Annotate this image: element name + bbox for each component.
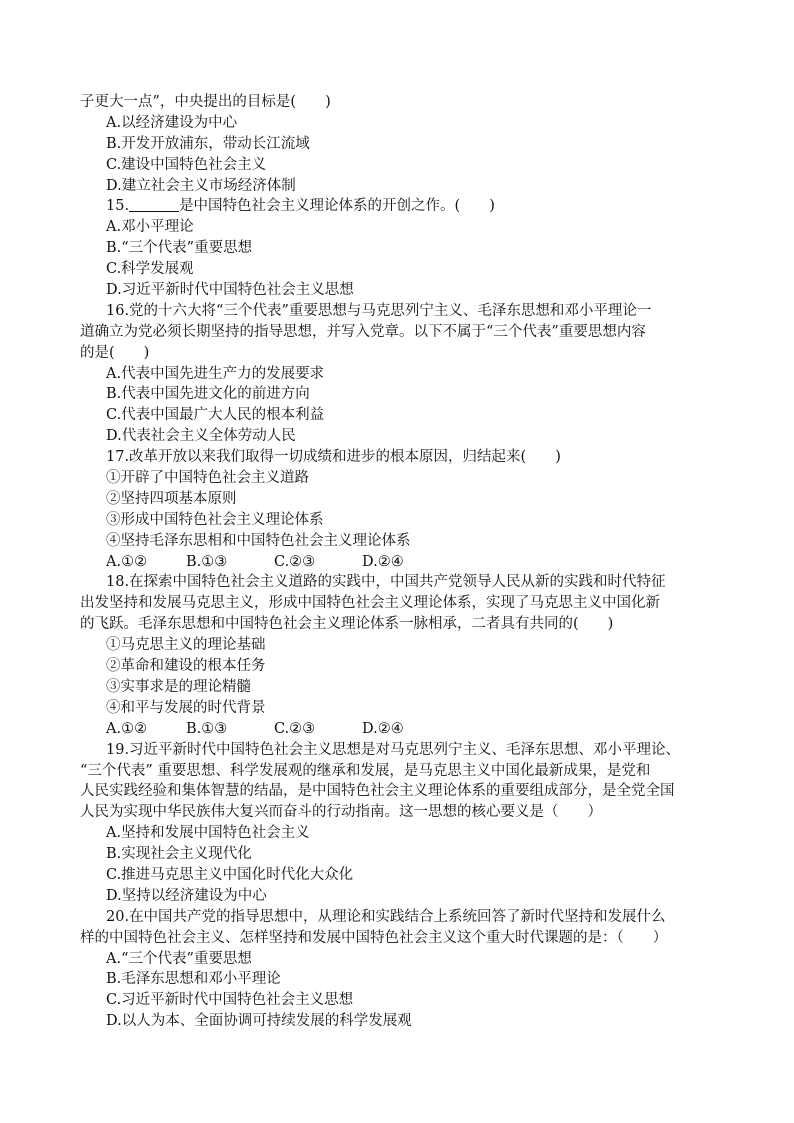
q15-stem-text: 是中国特色社会主义理论体系的开创之作。( ) bbox=[179, 198, 495, 215]
q18-item-4: ④和平与发展的时代背景 bbox=[106, 699, 266, 716]
q14-stem: 子更大一点”，中央提出的目标是( ) bbox=[80, 94, 331, 110]
q17-item-3: ③形成中国特色社会主义理论体系 bbox=[106, 511, 324, 528]
q18-stem-line-2: 出发坚持和发展马克思主义，形成中国特色社会主义理论体系，实现了马克思主义中国化新 bbox=[80, 595, 660, 612]
q16-stem-line-2: 道确立为党必须长期坚持的指导思想，并写入党章。以下不属于“三个代表”重要思想内容 bbox=[80, 323, 646, 340]
q16-option-b: B.代表中国先进文化的前进方向 bbox=[106, 386, 310, 403]
q14-option-b: B.开发开放浦东，带动长江流域 bbox=[106, 135, 310, 152]
q17-item-1: ①开辟了中国特色社会主义道路 bbox=[106, 470, 309, 487]
q18-choice-d: D.②④ bbox=[362, 720, 404, 737]
q20-stem-line-2: 样的中国特色社会主义、怎样坚持和发展中国特色社会主义这个重大时代课题的是：（ ） bbox=[80, 929, 668, 946]
q15-option-a: A.邓小平理论 bbox=[106, 219, 194, 236]
q18-choices bbox=[80, 719, 720, 740]
q20-option-b: B.毛泽东思想和邓小平理论 bbox=[106, 971, 281, 988]
q19-option-a: A.坚持和发展中国特色社会主义 bbox=[106, 825, 310, 842]
q20-option-c: C.习近平新时代中国特色社会主义思想 bbox=[106, 992, 354, 1009]
q19-stem-line-1: 19.习近平新时代中国特色社会主义思想是对马克思列宁主义、毛泽东思想、邓小平理论、 bbox=[106, 741, 681, 758]
q16-option-d: D.代表社会主义全体劳动人民 bbox=[106, 428, 296, 445]
q16-stem-line-3: 的是( ) bbox=[80, 344, 150, 361]
q14-option-c: C.建设中国特色社会主义 bbox=[106, 156, 267, 173]
q18-stem-line-3: 的飞跃。毛泽东思想和中国特色社会主义理论体系一脉相承，二者具有共同的( ) bbox=[80, 616, 614, 633]
q14-option-a: A.以经济建设为中心 bbox=[106, 114, 238, 131]
q17-item-2: ②坚持四项基本原则 bbox=[106, 490, 237, 507]
q17-choice-b: B.①③ bbox=[186, 553, 228, 570]
q15-option-b: B.“三个代表”重要思想 bbox=[106, 240, 253, 257]
q14-option-d: D.建立社会主义市场经济体制 bbox=[106, 177, 296, 194]
q16-option-a: A.代表中国先进生产力的发展要求 bbox=[106, 365, 325, 382]
q17-stem: 17.改革开放以来我们取得一切成绩和进步的根本原因，归结起来( ) bbox=[106, 449, 561, 466]
exam-page bbox=[80, 92, 720, 1032]
q17-choice-c: C.②③ bbox=[274, 553, 316, 570]
q15-number: 15. bbox=[106, 198, 130, 215]
answer-blank bbox=[129, 197, 179, 212]
q18-choice-c: C.②③ bbox=[274, 720, 316, 737]
q20-option-a: A.“三个代表”重要思想 bbox=[106, 950, 252, 967]
q15-option-c: C.科学发展观 bbox=[106, 261, 194, 278]
q18-item-2: ②革命和建设的根本任务 bbox=[106, 658, 266, 675]
q16-option-c: C.代表中国最广大人民的根本利益 bbox=[106, 407, 325, 424]
q18-item-1: ①马克思主义的理论基础 bbox=[106, 637, 266, 654]
q17-choice-d: D.②④ bbox=[362, 553, 404, 570]
q15-stem bbox=[80, 196, 720, 217]
q19-stem-line-4: 人民为实现中华民族伟大复兴而奋斗的行动指南。这一思想的核心要义是（ ） bbox=[80, 804, 602, 821]
q17-item-4: ④坚持毛泽东思相和中国特色社会主义理论体系 bbox=[106, 532, 411, 549]
q19-option-b: B.实现社会主义现代化 bbox=[106, 846, 252, 863]
q17-choice-a: A.①② bbox=[106, 553, 148, 570]
q20-option-d: D.以人为本、全面协调可持续发展的科学发展观 bbox=[106, 1013, 412, 1030]
q19-option-c: C.推进马克思主义中国化时代化大众化 bbox=[106, 866, 354, 883]
q18-stem-line-1: 18.在探索中国特色社会主义道路的实践中，中国共产党领导人民从新的实践和时代特征 bbox=[106, 574, 666, 591]
q17-choices bbox=[80, 552, 720, 573]
q18-choice-b: B.①③ bbox=[186, 720, 228, 737]
q19-stem-line-3: 人民实践经验和集体智慧的结晶，是中国特色社会主义理论体系的重要组成部分，是全党全国 bbox=[80, 783, 675, 800]
q19-option-d: D.坚持以经济建设为中心 bbox=[106, 887, 267, 904]
q18-item-3: ③实事求是的理论精髓 bbox=[106, 678, 251, 695]
q15-option-d: D.习近平新时代中国特色社会主义思想 bbox=[106, 282, 354, 299]
q18-choice-a: A.①② bbox=[106, 720, 148, 737]
q19-stem-line-2: “三个代表” 重要思想、科学发展观的继承和发展，是马克思主义中国化最新成果，是党和 bbox=[80, 762, 651, 779]
q20-stem-line-1: 20.在中国共产党的指导思想中，从理论和实践结合上系统回答了新时代坚持和发展什么 bbox=[106, 908, 666, 925]
q16-stem-line-1: 16.党的十六大将“三个代表”重要思想与马克思列宁主义、毛泽东思想和邓小平理论一 bbox=[106, 302, 652, 319]
